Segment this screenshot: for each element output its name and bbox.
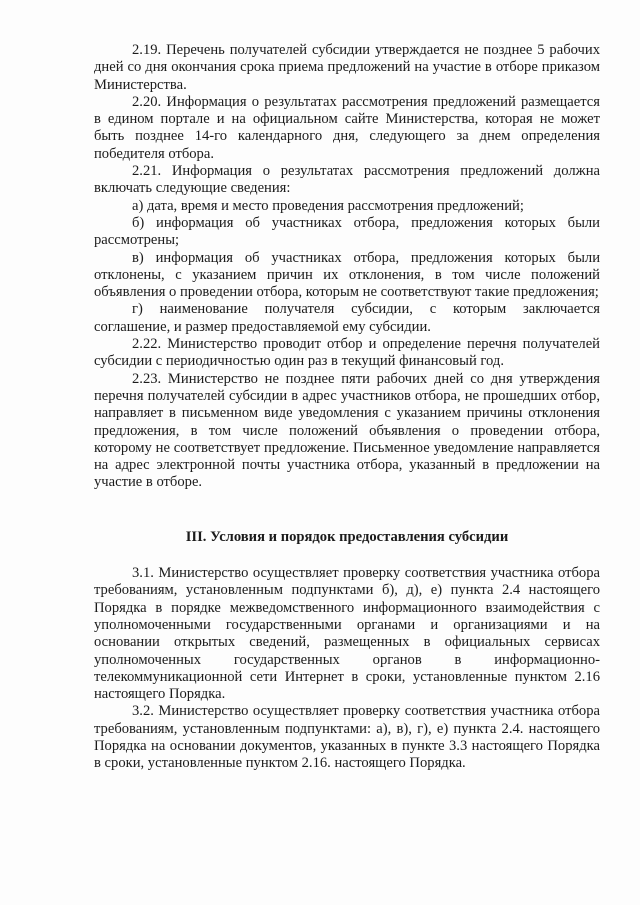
paragraph-2-22: 2.22. Министерство проводит отбор и определение перечня получателей субсидии с периодичностью один раз в текущий финансовый год. [94,336,600,370]
paragraph-2-21: 2.21. Информация о результатах рассмотрения предложений должна включать следующие сведения: [94,163,600,197]
paragraph-3-1: 3.1. Министерство осуществляет проверку соответствия участника отбора требованиям, установленным подпунктами б), д), е) пункта 2.4 настоящего Порядка в порядке межведомственного информационного взаимодействия с уполномоченными государственными органами и организациями и на основании открытых сведений, размещенных в официальных сервисах уполномоченных государственных органов в информационно-телекоммуникационной сети Интернет в сроки, установленные пунктом 2.16 настоящего Порядка. [94,565,600,703]
paragraph-2-19: 2.19. Перечень получателей субсидии утверждается не позднее 5 рабочих дней со дня окончания срока приема предложений на участие в отборе приказом Министерства. [94,42,600,93]
document-text [94,42,600,773]
paragraph-2-20: 2.20. Информация о результатах рассмотрения предложений размещается в едином портале и на официальном сайте Министерства, которая не может быть позднее 14-го календарного дня, следующего за днем определения победителя отбора. [94,93,600,162]
paragraph-2-21-g: г) наименование получателя субсидии, с которым заключается соглашение, и размер предоставляемой ему субсидии. [94,301,600,335]
paragraph-2-23: 2.23. Министерство не позднее пяти рабочих дней со дня утверждения перечня получателей субсидии в адрес участников отбора, не прошедших отбор, направляет в письменном виде уведомления с указанием причины отклонения предложения, в том числе положений объявления о проведении отбора, которому не соответствует предложение. Письменное уведомление направляется на адрес электронной почты участника отбора, указанный в предложении на участие в отборе. [94,370,600,491]
paragraph-3-2: 3.2. Министерство осуществляет проверку соответствия участника отбора требованиям, установленным подпунктами: а), в), г), е) пункта 2.4. настоящего Порядка на основании документов, указанных в пункте 3.3 настоящего Порядка в сроки, установленные пунктом 2.16. настоящего Порядка. [94,703,600,772]
section-3-heading: III. Условия и порядок предоставления субсидии [185,528,509,545]
paragraph-2-21-b: б) информация об участниках отбора, предложения которых были рассмотрены; [94,214,600,249]
paragraph-2-21-a: а) дата, время и место проведения рассмотрения предложений; [132,197,524,214]
paragraph-2-21-v: в) информация об участниках отбора, предложения которых были отклонены, с указанием причин их отклонения, в том числе положений объявления о проведении отбора, которым не соответствуют такие предложения; [94,249,600,301]
